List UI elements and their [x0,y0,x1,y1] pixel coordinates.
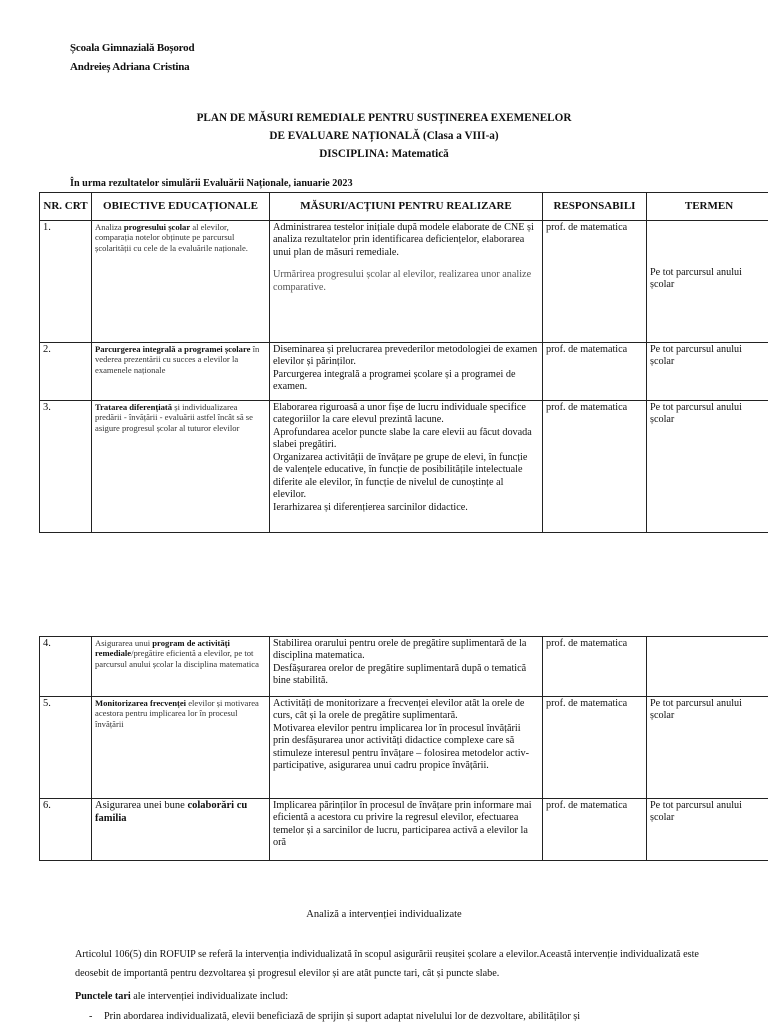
row-number: 3. [40,401,92,533]
table-row [40,637,768,697]
term-cell [647,637,768,697]
term-cell: Pe tot parcursul anului școlar [647,221,768,343]
objective-cell: Analiza progresului școlar al elevilor, comparația notelor obținute pe parcursul școlarității cu cele de la evaluările naționale. [92,221,270,343]
row-number: 2. [40,343,92,401]
document-title-line3: DISCIPLINA: Matematică [319,148,449,160]
table-header-row [40,193,768,221]
row-number: 1. [40,221,92,343]
objective-cell: Asigurarea unui program de activități remediale/pregătire eficientă a elevilor, pe tot parcursul anului școlar la disciplina matematica [92,637,270,697]
school-name: Școala Gimnazială Boșorod [70,42,195,54]
actions-cell: Administrarea testelor inițiale după modele elaborate de CNE și analiza rezultatelor prin identificarea deficiențelor, elaborarea unui plan de măsuri remediale. Urmărirea progresului școlar al elevilor, realizarea unor analize comparative. [270,221,543,343]
author-name: Andreieș Adriana Cristina [70,61,190,73]
table-row [40,221,768,343]
objective-cell: Asigurarea unei bune colaborări cu familia [92,799,270,861]
term-cell: Pe tot parcursul anului școlar [647,343,768,401]
header-objectives: OBIECTIVE EDUCAȚIONALE [92,193,270,221]
objective-cell: Tratarea diferențiată și individualizarea predării - învățării - evaluării astfel încât să se asigure progresul școlar al tuturor elevilor [92,401,270,533]
table-row [40,697,768,799]
document-title-line2: DE EVALUARE NAȚIONALĂ (Clasa a VIII-a) [269,130,499,142]
table-row [40,799,768,861]
responsible-cell: prof. de matematica [543,637,647,697]
actions-cell: Stabilirea orarului pentru orele de pregătire suplimentară de la disciplina matematica. Desfășurarea orelor de pregătire suplimentară după o tematică bine stabilită. [270,637,543,697]
remedial-plan-table-continued [39,636,768,861]
responsible-cell: prof. de matematica [543,799,647,861]
term-cell: Pe tot parcursul anului școlar [647,401,768,533]
term-cell: Pe tot parcursul anului școlar [647,697,768,799]
term-cell: Pe tot parcursul anului școlar [647,799,768,861]
header-actions: MĂSURI/ACȚIUNI PENTRU REALIZARE [270,193,543,221]
row-number: 5. [40,697,92,799]
actions-cell: Elaborarea riguroasă a unor fișe de lucru individuale specifice categoriilor la care elevul prezintă lacune. Aprofundarea acelor puncte slabe la care elevii au făcut dovada slabei pregătiri. Organizarea activității de învățare pe grupe de elevi, în funcție de valențele educative, în funcție de posibilitățile intelectuale diferite ale elevilor, în funcție de nivelul de cunoștințe al elevilor. Ierarhizarea și diferențierea sarcinilor didactice. [270,401,543,533]
remedial-plan-table [39,192,768,533]
document-title-line1: PLAN DE MĂSURI REMEDIALE PENTRU SUSȚINEREA EXEMENELOR [196,112,572,124]
responsible-cell: prof. de matematica [543,221,647,343]
strength-bullet-1: Prin abordarea individualizată, elevii beneficiază de sprijin și suport adaptat nivelului lor de dezvoltare, abilităților și [104,1011,581,1022]
strengths-heading: Punctele tari ale intervenției individualizate includ: [75,991,289,1002]
row-number: 4. [40,637,92,697]
responsible-cell: prof. de matematica [543,697,647,799]
actions-cell: Activități de monitorizare a frecvenței elevilor atât la orele de curs, cât și la orele de pregătire suplimentară. Motivarea elevilor pentru implicarea lor în procesul învățării prin desfășurarea unor activități didactice complexe care să stimuleze interesul pentru învățare – folosirea metodelor activ-participative, asigurarea unui cadru propice învățării. [270,697,543,799]
analysis-title: Analiză a intervenției individualizate [306,909,462,920]
objective-cell: Parcurgerea integrală a programei școlare în vederea prezentării cu succes a elevilor la examenele naționale [92,343,270,401]
actions-cell: Implicarea părinților în procesul de învățare prin informare mai eficientă a acestora cu privire la regresul elevilor, efectuarea temelor și a sarcinilor de lucru, participarea activă a elevilor la oră [270,799,543,861]
responsible-cell: prof. de matematica [543,343,647,401]
objective-cell: Monitorizarea frecvenței elevilor și motivarea acestora pentru implicarea lor în procesul învățării [92,697,270,799]
header-term: TERMEN [647,193,768,221]
analysis-paragraph: Articolul 106(5) din ROFUIP se referă la intervenția individualizată în scopul asigurării reușitei școlare a elevilor.Această intervenție individualizată este deosebit de importantă pentru dezvoltarea și progresul elevilor și are atât puncte tari, cât și puncte slabe. [75,949,699,979]
header-responsible: RESPONSABILI [543,193,647,221]
header-nr-crt: NR. CRT [40,193,92,221]
table-row [40,401,768,533]
responsible-cell: prof. de matematica [543,401,647,533]
context-subtitle: În urma rezultatelor simulării Evaluării Naționale, ianuarie 2023 [70,178,353,189]
bullet-mark: - [89,1011,93,1022]
actions-cell: Diseminarea și prelucrarea prevederilor metodologiei de examen elevilor și părinților. Parcurgerea integrală a programei școlare și a programei de examen. [270,343,543,401]
table-row [40,343,768,401]
row-number: 6. [40,799,92,861]
